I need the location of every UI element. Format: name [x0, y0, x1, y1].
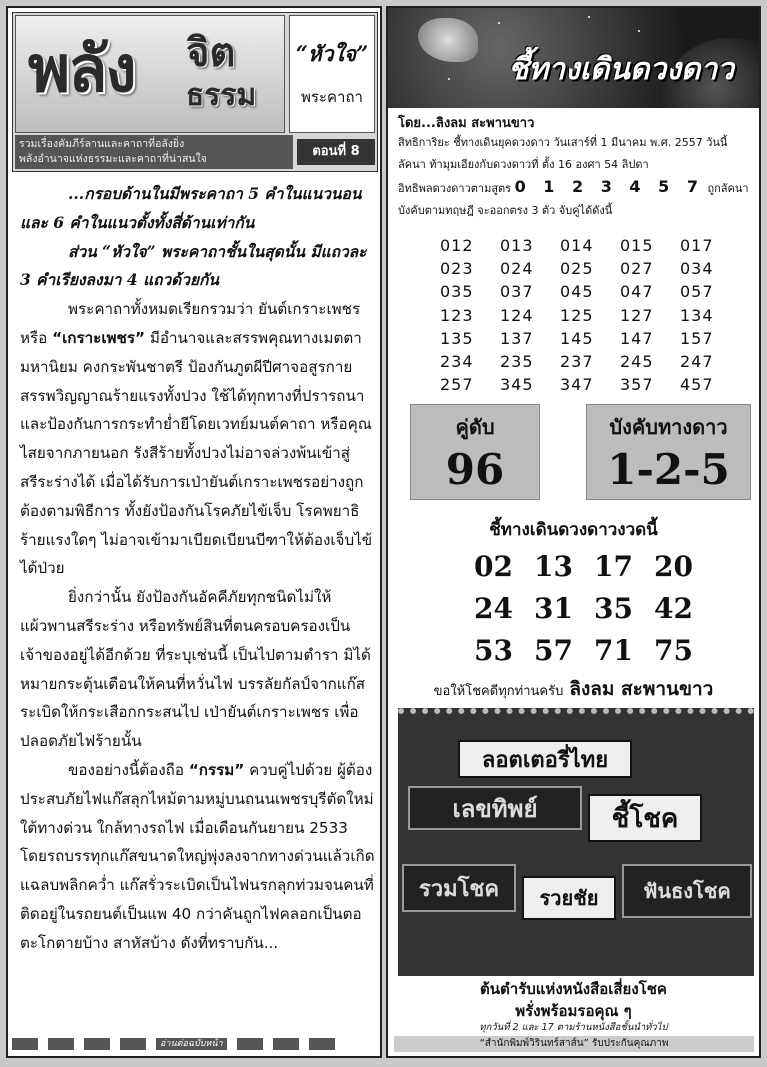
- intro-paragraph: สิทธิการิยะ ชี้ทางเดินยุคดวงดาว วันเสาร์ที่ 1 มีนาคม พ.ศ. 2557 วันนี้ลัคนา ท้ามุมเอียงกับดวงดาวที่ ตั้ง 16 องศา 54 ลิปดา: [398, 136, 728, 171]
- star-dot: [498, 22, 500, 24]
- lucky-number: 53: [474, 634, 513, 667]
- tagline-line-2: พลังอำนาจแห่งธรรมะและคาถาที่น่าสนใจ: [19, 153, 207, 165]
- triple-number: 237: [560, 352, 594, 372]
- triple-number: 015: [620, 236, 654, 255]
- magazine-cover: รวยชัย: [522, 876, 616, 920]
- space-banner: [388, 8, 759, 108]
- paragraph-5-lead: ของอย่างนี้ต้องถือ: [68, 760, 189, 779]
- lucky-number: 35: [594, 592, 633, 625]
- lucky-number: 20: [654, 550, 693, 583]
- article-title: “หัวใจ”: [295, 41, 369, 66]
- forced-box: [586, 404, 751, 500]
- paragraph-5: [20, 756, 376, 958]
- triple-number: 025: [560, 259, 594, 279]
- triple-number: 045: [560, 282, 594, 302]
- keyword-kroh-phet: “เกราะเพชร”: [52, 328, 145, 347]
- paragraph-3: [20, 295, 376, 583]
- advert-line-1: ต้นตำรับแห่งหนังสือเสี่ยงโชค: [480, 980, 667, 998]
- column-title: ชี้ทางเดินดวงดาว: [508, 52, 735, 87]
- triple-number: 123: [440, 305, 474, 325]
- logo-word-phalang: พลัง: [28, 32, 135, 107]
- lucky-number: 02: [474, 550, 513, 583]
- astronaut-image: [418, 18, 478, 62]
- triple-number: 134: [680, 305, 714, 325]
- star-dot: [448, 78, 450, 80]
- magazine-cover: ชี้โชค: [588, 794, 702, 842]
- advert-schedule: ทุกวันที่ 2 และ 17 ตามร้านหนังสือชั้นนำทั่วไป: [479, 1022, 668, 1033]
- column-logo: [15, 15, 285, 133]
- lucky-number: 42: [654, 592, 693, 625]
- tagline-line-1: รวมเรื่องคัมภีร์ลานและคาถาที่อลังยิ่ง: [19, 138, 185, 150]
- logo-word-tham: ธรรม: [186, 78, 257, 113]
- triple-number: 125: [560, 305, 594, 325]
- magazine-cover: เลขทิพย์: [408, 786, 582, 830]
- triple-number: 014: [560, 236, 594, 255]
- paragraph-5-rest: ควบคู่ไปด้วย ผู้ต้องประสบภัยไฟแก๊สลุกไหม้ตามหมู่บนถนนเพชรบุรีตัดใหม่ใต้ทางด่วน ใกล้ทางรถไฟ เมื่อเดือนกันยายน 2533 โดยรถบรรทุกแก๊สขนาดใหญ่พุ่งลงจากทางด่วนแล้วเกิดแฉลบพลิกคว่ำ แก๊สรั่วระเบิดเป็นไฟนรกลุกท่วมจนคนที่ติดอยู่ในรถยนต์เป็นแพ 40 กว่าคันถูกไฟคลอกเป็นตอตะโกตายบ้าง สาหัสบ้าง ดังที่ทราบกัน...: [20, 760, 375, 952]
- triple-number: 057: [680, 282, 714, 302]
- triple-number: 017: [680, 236, 714, 255]
- horoscope-column: [386, 6, 761, 1058]
- signature-name: ลิงลม สะพานขาว: [569, 678, 714, 700]
- bar-block: [237, 1038, 263, 1050]
- bar-block: [273, 1038, 299, 1050]
- signature-line: [388, 674, 759, 704]
- triple-number: 047: [620, 282, 654, 302]
- triple-number: 034: [680, 259, 714, 279]
- triple-number: 023: [440, 259, 474, 279]
- triple-number: 035: [440, 282, 474, 302]
- pair-box: [410, 404, 540, 500]
- triple-number: 145: [560, 328, 594, 348]
- intro-text: [398, 132, 753, 222]
- paragraph-3-lead: พระคาถาทั้งหมดเรียกรวมว่า ยันต์เกราะเพชร หรือ: [20, 300, 361, 347]
- magazine-cover: ลอตเตอรี่ไทย: [458, 740, 632, 778]
- triple-number: 124: [500, 305, 534, 325]
- lucky-number: 17: [594, 550, 633, 583]
- triple-number: 234: [440, 352, 474, 372]
- lucky-numbers-title: ชี้ทางเดินดวงดาวงวดนี้: [489, 520, 658, 540]
- paragraph-1: ...กรอบด้านในมีพระคาถา 5 คำในแนวนอน และ 6 คำในแนวตั้งทั้งสี่ด้านเท่ากัน: [20, 184, 362, 232]
- formula-line: [398, 176, 753, 222]
- lucky-number: 24: [474, 592, 513, 625]
- triple-number: 147: [620, 328, 654, 348]
- byline: โดย...ลิงลม สะพานขาว: [398, 116, 535, 131]
- column-tagline: [15, 135, 293, 169]
- signature-prefix: ขอให้โชคดีทุกท่านครับ: [433, 684, 564, 699]
- triple-number: 027: [620, 259, 654, 279]
- star-dot: [588, 16, 590, 18]
- article-title-box: [289, 15, 375, 133]
- advert-line-2: พรั่งพร้อมรอคุณ ๆ: [515, 1002, 632, 1020]
- triple-number: 345: [500, 375, 534, 395]
- triple-number: 135: [440, 328, 474, 348]
- triple-number: 013: [500, 236, 534, 255]
- lucky-number: 31: [534, 592, 573, 625]
- forced-value: 1-2-5: [607, 445, 730, 494]
- article-body: [20, 180, 376, 958]
- article-subtitle: พระคาถา: [301, 88, 363, 106]
- bar-block: [12, 1038, 38, 1050]
- triple-number: 257: [440, 375, 474, 395]
- continued-bar: [12, 1036, 378, 1052]
- advert-headline: [388, 978, 759, 1022]
- magazine-cover: รวมโชค: [402, 864, 516, 912]
- formula-label: อิทธิพลดวงดาวตามสูตร: [398, 182, 512, 195]
- keyword-karma: “กรรม”: [188, 760, 245, 779]
- bar-block: [309, 1038, 335, 1050]
- triple-number: 024: [500, 259, 534, 279]
- paragraph-4: ยิ่งกว่านั้น ยังป้องกันอัคคีภัยทุกชนิดไม่ให้แผ้วพานสรีระร่าง หรือทรัพย์สินที่ตนครอบครองเป็นเจ้าของอยู่ได้อีกด้วย ที่ระบุเช่นนี้ เป็นไปตามตำรา มิได้หมายกระตุ้นเตือนให้คนที่หวั่นไฟ บรรลัยกัลป์จากแก๊สระเบิดให้กระเสือกกระสนไป เป่ายันต์เกราะเพชร เพื่อปลอดภัยไฟร้ายนั้น: [20, 588, 371, 751]
- lucky-numbers-grid: [474, 546, 714, 672]
- bar-block: [120, 1038, 146, 1050]
- triple-number: 137: [500, 328, 534, 348]
- lucky-number: 75: [654, 634, 693, 667]
- triple-number: 247: [680, 352, 714, 372]
- lucky-number: 13: [534, 550, 573, 583]
- paragraph-3-rest: มีอำนาจและสรรพคุณทางเมตตามหานิยม คงกระพันชาตรี ป้องกันภูตผีปีศาจอสูรกาย สรรพวิญญาณร้ายแรงทั้งปวง ใช้ได้ทุกทางที่ปรารถนาและป้องกันการกระทำย่ำยีโดยเวทย์มนต์คาถา หรือคุณไสยจากภายนอก รังสีร้ายทั้งปวงไม่อาจล่วงพ้นเข้าสู่สรีระร่างได้ เมื่อได้รับการเป่ายันต์เกราะเพชรอย่างถูกต้องตามพิธีการ ทั้งยังป้องกันโรคภัยไข้เจ็บ โรคพยาธิร้ายแรงใดๆ ไม่อาจเข้ามาเบียดเบียนบีฑาให้ต้องเจ็บไข้ได้ป่วย: [20, 328, 373, 578]
- triple-number: 457: [680, 375, 714, 395]
- lucky-number: 71: [594, 634, 633, 667]
- pair-value: 96: [445, 445, 505, 494]
- star-dot: [638, 30, 640, 32]
- forced-label: บังคับทางดาว: [609, 415, 728, 439]
- magazine-cover: ฟันธงโชค: [622, 864, 752, 918]
- logo-word-jit: จิต: [186, 29, 236, 76]
- triple-number: 235: [500, 352, 534, 372]
- formula-digits: 0 1 2 3 4 5 7: [514, 177, 704, 196]
- lucky-number: 57: [534, 634, 573, 667]
- bar-block: [84, 1038, 110, 1050]
- triple-number: 012: [440, 236, 474, 255]
- triple-number: 347: [560, 375, 594, 395]
- pair-label: คู่ดับ: [455, 415, 495, 439]
- formula-desc: ถูกลัคนาบังคับตามทฤษฎี จะออกตรง 3 ตัว จับคู่ได้ดังนี้: [398, 182, 749, 217]
- continued-caption: อ่านต่อฉบับหน้า: [156, 1038, 227, 1050]
- episode-badge: ตอนที่ 8: [297, 139, 375, 165]
- publisher-bar: “สำนักพิมพ์วิรินทร์สาส์น” รับประกันคุณภาพ: [394, 1036, 754, 1052]
- triple-number: 357: [620, 375, 654, 395]
- triple-number: 157: [680, 328, 714, 348]
- magazine-advert-photo: [398, 708, 754, 976]
- bar-block: [48, 1038, 74, 1050]
- masthead: [12, 12, 378, 172]
- triple-number-grid: [440, 234, 740, 396]
- article-column: [6, 6, 382, 1058]
- triple-number: 245: [620, 352, 654, 372]
- triple-number: 127: [620, 305, 654, 325]
- paragraph-2: ส่วน “หัวใจ” พระคาถาชั้นในสุดนั้น มีแถวละ 3 คำเรียงลงมา 4 แถวด้วยกัน: [20, 241, 367, 290]
- triple-number: 037: [500, 282, 534, 302]
